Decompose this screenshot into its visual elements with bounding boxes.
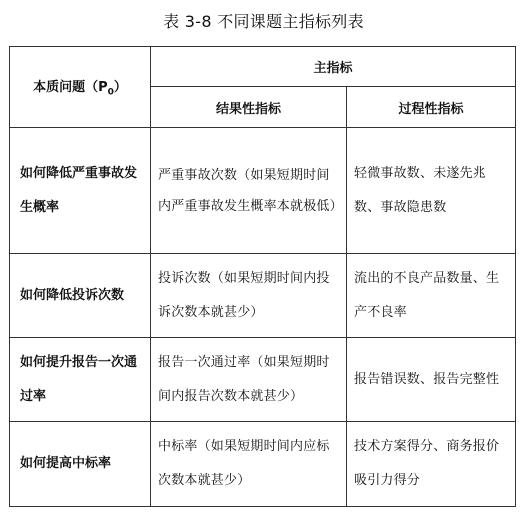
row-process-indicator: 轻微事故数、未遂先兆数、事故隐患数 — [347, 128, 516, 254]
row-result-indicator: 投诉次数（如果短期时间内投诉次数本就甚少） — [151, 254, 347, 338]
row-result-indicator: 报告一次通过率（如果短期时间内报告次数本就甚少） — [151, 338, 347, 422]
header-row-top — [10, 47, 516, 87]
row-question: 如何提高中标率 — [10, 422, 151, 507]
row-result-indicator: 严重事故次数（如果短期时间内严重事故发生概率本就极低） — [151, 128, 347, 254]
header-main-indicators: 主指标 — [151, 47, 516, 87]
table-row — [10, 254, 516, 338]
row-question: 如何降低严重事故发生概率 — [10, 128, 151, 254]
table-row — [10, 128, 516, 254]
header-essential-question — [10, 47, 151, 128]
header-essential-question-label: 本质问题（P — [33, 80, 108, 96]
header-process-indicators: 过程性指标 — [347, 87, 516, 128]
header-essential-question-subscript: 0 — [107, 87, 114, 98]
table-row — [10, 338, 516, 422]
row-process-indicator: 报告错误数、报告完整性 — [347, 338, 516, 422]
table-row — [10, 422, 516, 507]
row-process-indicator: 技术方案得分、商务报价吸引力得分 — [347, 422, 516, 507]
header-essential-question-close: ） — [113, 80, 127, 96]
table-caption: 表 3-8 不同课题主指标列表 — [163, 12, 364, 31]
row-process-indicator: 流出的不良产品数量、生产不良率 — [347, 254, 516, 338]
indicator-table — [9, 46, 516, 507]
row-result-indicator: 中标率（如果短期时间内应标次数本就甚少） — [151, 422, 347, 507]
header-result-indicators: 结果性指标 — [151, 87, 347, 128]
row-question: 如何降低投诉次数 — [10, 254, 151, 338]
row-question: 如何提升报告一次通过率 — [10, 338, 151, 422]
